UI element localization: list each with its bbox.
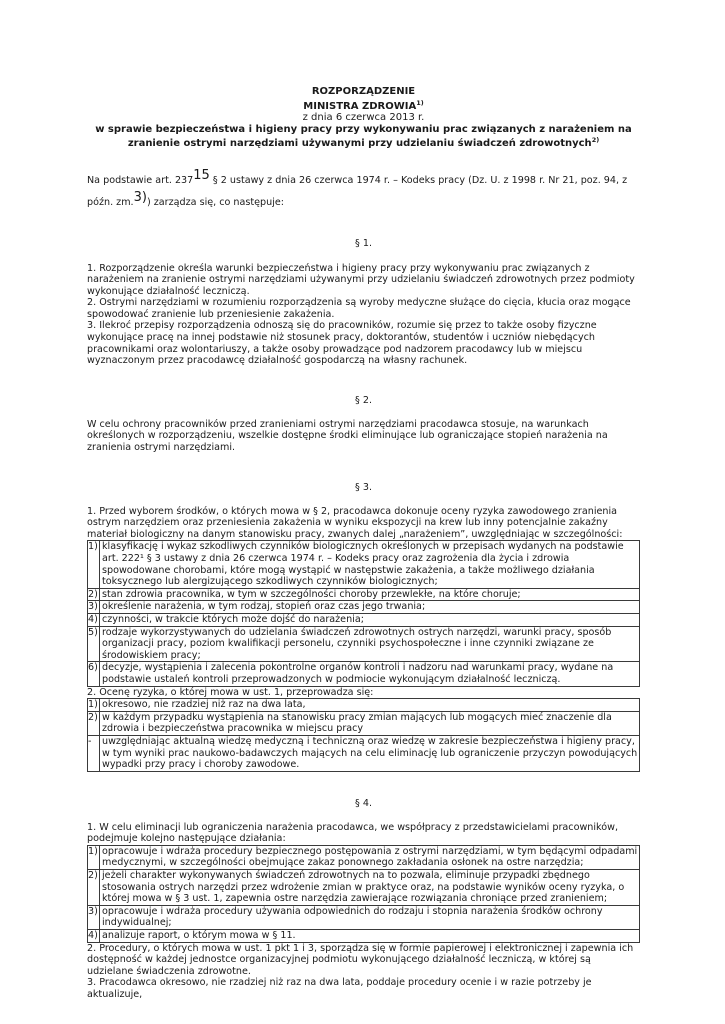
section-1-para-1: 1. Rozporządzenie określa warunki bezpieczeństwa i higieny pracy przy wykonywaniu prac związanych z narażeniem na zranienie ostrymi narzędziami używanymi przy udzielaniu świadczeń zdrowotnych przez podmioty wykonujące działalność leczniczą. — [87, 262, 635, 297]
list-item: 1) opracowuje i wdraża procedury bezpiecznego postępowania z ostrymi narzędziami, w tym będącymi odpadami medycznymi, w szczególności obejmujące zakaz ponownego zakładania osłonek na ostre narzędzia; — [87, 846, 640, 870]
list-item: - uwzględniając aktualną wiedzę medyczną i techniczną oraz wiedzę w zakresie bezpieczeństwa i higieny pracy, w tym wyniki prac naukowo-badawczych mających na celu eliminację lub ograniczenie przyczyn powodujących wypadki przy pracy i choroby zawodowe. — [87, 736, 640, 772]
section-1-heading: § 1. — [355, 237, 372, 249]
footnote-ref-2: 2) — [591, 136, 600, 144]
ministry-line: MINISTRA ZDROWIA$^{1)}$ — [303, 98, 424, 112]
act-date: z dnia 6 czerwca 2013 r. — [302, 112, 425, 123]
section-3-assessment-list — [87, 698, 640, 772]
list-item: 3) określenie narażenia, w tym rodzaj, stopień oraz czas jego trwania; — [87, 601, 640, 614]
section-1-para-2: 2. Ostrymi narzędziami w rozumieniu rozporządzenia są wyroby medyczne służące do cięcia, kłucia oraz mogące spowodować zranienie lub przeniesienie zakażenia. — [87, 297, 631, 320]
act-subject: w sprawie bezpieczeństwa i higieny pracy przy wykonywaniu prac związanych z narażeniem na zranienie ostrymi narzędziami używanymi przy udzielaniu świadczeń zdrowotnych$^{2)}$ — [95, 123, 632, 149]
list-item: 1) okresowo, nie rzadziej niż raz na dwa lata, — [87, 699, 640, 712]
list-item: 5) rodzaje wykorzystywanych do udzielania świadczeń zdrowotnych ostrych narzędzi, warunki pracy, sposób organizacji pracy, poziom kwalifikacji personelu, czynniki psychospołeczne i inne czynniki związane ze środowiskiem pracy; — [87, 627, 640, 663]
section-3-heading: § 3. — [355, 481, 372, 493]
legal-basis: Na podstawie art. 23715 § 2 ustawy z dnia 26 czerwca 1974 r. – Kodeks pracy (Dz. U. z 1998 r. Nr 21, poz. 94, z późn. zm.3)) zarządza się, co następuje: — [87, 167, 628, 208]
document-header — [87, 86, 640, 150]
section-4-para-3: 3. Pracodawca okresowo, nie rzadziej niż raz na dwa lata, poddaje procedury ocenie i w razie potrzeby je aktualizuje, — [87, 977, 592, 1000]
list-item: 2) stan zdrowia pracownika, w tym w szczególności choroby przewlekłe, na które choruje; — [87, 589, 640, 602]
footnote-ref-1: 1) — [416, 98, 424, 107]
section-2-heading: § 2. — [355, 394, 372, 406]
list-item: 2) jeżeli charakter wykonywanych świadczeń zdrowotnych na to pozwala, eliminuje przypadki zbędnego stosowania ostrych narzędzi przez wdrożenie zmian w praktyce oraz, na podstawie wyników oceny ryzyka, o której mowa w § 3 ust. 1, zapewnia ostre narzędzia zawierające rozwiązania chroniące przed zranieniem; — [87, 870, 640, 906]
list-item: 1) klasyfikację i wykaz szkodliwych czynników biologicznych określonych w przepisach wydanych na podstawie art. 222¹ § 3 ustawy z dnia 26 czerwca 1974 r. – Kodeks pracy oraz zagrożenia dla życia i zdrowia spowodowane chorobami, które mogą wystąpić w następstwie zakażenia, a także możliwego działania toksycznego lub alergizującego szkodliwych czynników biologicznych; — [87, 541, 640, 588]
list-item: 3) opracowuje i wdraża procedury używania odpowiednich do rodzaju i stopnia narażenia środków ochrony indywidualnej; — [87, 906, 640, 930]
section-3-factor-list — [87, 540, 640, 686]
act-title: ROZPORZĄDZENIE — [311, 86, 416, 97]
list-item: 4) czynności, w trakcie których może dojść do narażenia; — [87, 614, 640, 627]
section-4-heading: § 4. — [355, 797, 372, 809]
section-4-action-list — [87, 845, 640, 943]
section-3-para-2: 2. Ocenę ryzyka, o której mowa w ust. 1, przeprowadza się: — [87, 686, 374, 698]
list-item: 6) decyzje, wystąpienia i zalecenia pokontrolne organów kontroli i nadzoru nad warunkami pracy, wydane na podstawie ustaleń kontroli przeprowadzonych w podmiocie wykonującym działalność leczniczą. — [87, 662, 640, 686]
section-4-para-2: 2. Procedury, o których mowa w ust. 1 pkt 1 i 3, sporządza się w formie papierowej i elektronicznej i zapewnia ich dostępność w każdej jednostce organizacyjnej podmiotu wykonującego działalność leczniczą, w której są udzielane świadczenia zdrowotne. — [87, 942, 634, 977]
footnote-ref-3: 3) — [133, 189, 147, 205]
list-item: 4) analizuje raport, o którym mowa w § 11. — [87, 930, 640, 943]
article-superscript: 15 — [193, 167, 210, 183]
section-4-intro: 1. W celu eliminacji lub ograniczenia narażenia pracodawca, we współpracy z przedstawicielami pracowników, podejmuje kolejno następujące działania: — [87, 821, 619, 845]
document-page — [87, 86, 640, 1001]
section-3-intro: 1. Przed wyborem środków, o których mowa w § 2, pracodawca dokonuje oceny ryzyka zawodowego zranienia ostrym narzędziem oraz przeniesienia zakażenia w wyniku ekspozycji na krew lub inny potencjalnie zakaźny materiał biologiczny na danym stanowisku pracy, zwanych dalej „narażeniem”, uwzględniając w szczególności: — [87, 505, 623, 540]
section-2-para-1: W celu ochrony pracowników przed zranieniami ostrymi narzędziami pracodawca stosuje, na warunkach określonych w rozporządzeniu, wszelkie dostępne środki eliminujące lub ograniczające stopień narażenia na zranienia ostrymi narzędziami. — [87, 418, 608, 454]
list-item: 2) w każdym przypadku wystąpienia na stanowisku pracy zmian mających lub mogących mieć znaczenie dla zdrowia i bezpieczeństwa pracownika w miejscu pracy — [87, 712, 640, 736]
section-1-para-3: 3. Ilekroć przepisy rozporządzenia odnoszą się do pracowników, rozumie się przez to także osoby fizyczne wykonujące pracę na innej podstawie niż stosunek pracy, doktorantów, studentów i uczniów niebędących pracownikami oraz wolontariuszy, a także osoby prowadzące pod nadzorem pracodawcy lub w miejscu wyznaczonym przez pracodawcę działalność gospodarczą na własny rachunek. — [87, 320, 597, 367]
